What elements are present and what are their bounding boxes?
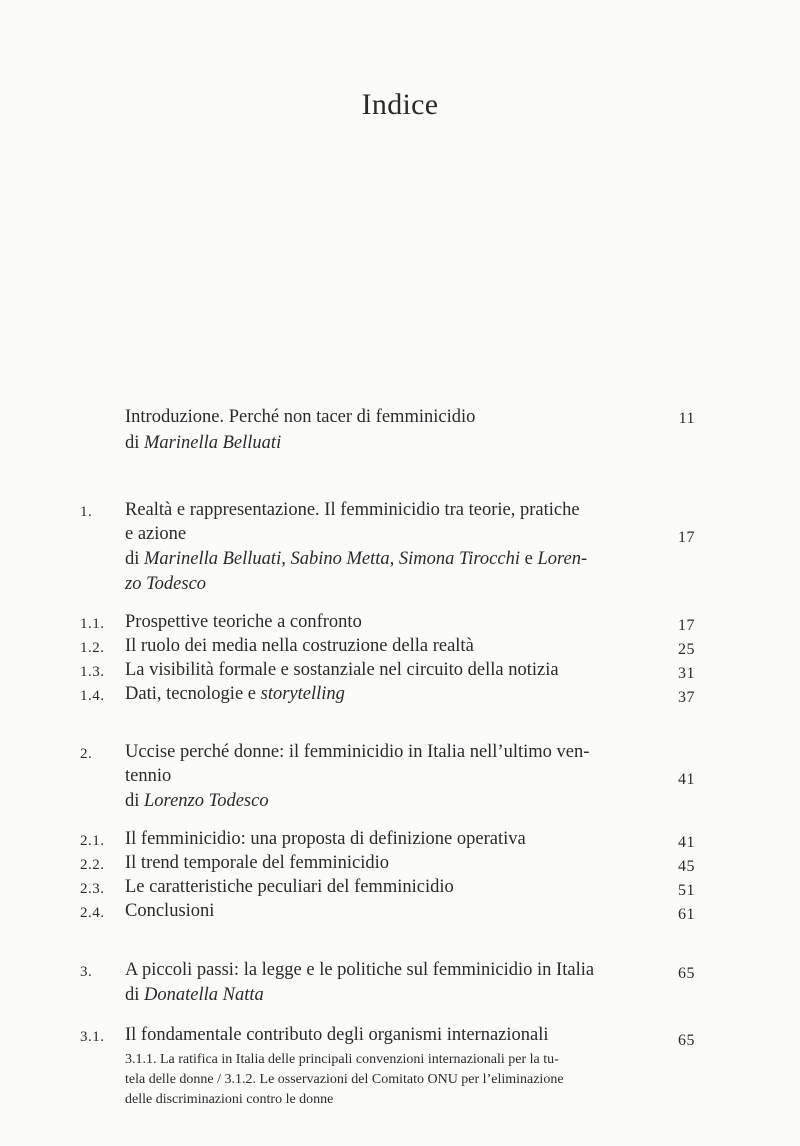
ch2-number: 2.: [80, 746, 93, 762]
section-title: Dati, tecnologie e storytelling: [125, 684, 345, 704]
section-number: 1.4.: [80, 688, 105, 704]
section-page: 65: [678, 1032, 695, 1049]
ch2-title-line1: Uccise perché donne: il femminicidio in Italia nell’ultimo ven-: [125, 742, 590, 762]
ch1-title-line2: e azione: [125, 524, 187, 544]
section-number: 1.1.: [80, 616, 105, 632]
ch1-title-line1: Realtà e rappresentazione. Il femminicidio tra teorie, pratiche: [125, 500, 580, 520]
section-number: 2.4.: [80, 905, 105, 921]
intro-page: 11: [678, 410, 695, 427]
ch3-title: A piccoli passi: la legge e le politiche sul femminicidio in Italia: [125, 960, 595, 980]
section-number: 2.2.: [80, 857, 105, 873]
section-page: 61: [678, 906, 695, 923]
section-page: 45: [678, 858, 695, 875]
section-title: La visibilità formale e sostanziale nel circuito della notizia: [125, 660, 559, 680]
section-page: 37: [678, 689, 695, 706]
section-number: 1.2.: [80, 640, 105, 656]
subsection-line: 3.1.1. La ratifica in Italia delle principali convenzioni internazionali per la tu-: [125, 1052, 559, 1067]
intro-author: di Marinella Belluati: [125, 433, 282, 453]
section-page: 31: [678, 665, 695, 682]
section-number: 1.3.: [80, 664, 105, 680]
ch1-authors: di Marinella Belluati, Sabino Metta, Simona Tirocchi e Loren-: [125, 549, 588, 569]
section-title: Il femminicidio: una proposta di definizione operativa: [125, 829, 526, 849]
subsection-line: tela delle donne / 3.1.2. Le osservazioni del Comitato ONU per l’eliminazione: [125, 1072, 564, 1087]
ch2-title-line2: tennio: [125, 766, 172, 786]
subsection-line: delle discriminazioni contro le donne: [125, 1092, 334, 1107]
section-title: Il trend temporale del femminicidio: [125, 853, 390, 873]
section-title: Prospettive teoriche a confronto: [125, 612, 362, 632]
section-title: Il ruolo dei media nella costruzione della realtà: [125, 636, 474, 656]
section-page: 25: [678, 641, 695, 658]
ch2-page: 41: [678, 771, 695, 788]
section-number: 2.1.: [80, 833, 105, 849]
ch2-author: di Lorenzo Todesco: [125, 791, 269, 811]
section-page: 17: [678, 617, 695, 634]
section-page: 41: [678, 834, 695, 851]
author-name: Marinella Belluati: [144, 433, 282, 453]
ch1-authors-cont: zo Todesco: [125, 574, 207, 594]
section-page: 51: [678, 882, 695, 899]
section-title: Conclusioni: [125, 901, 215, 921]
page-title: Indice: [361, 88, 439, 121]
section-title: Il fondamentale contributo degli organismi internazionali: [125, 1025, 549, 1045]
ch3-number: 3.: [80, 964, 93, 980]
intro-title: Introduzione. Perché non tacer di femminicidio: [125, 407, 476, 427]
ch3-author: di Donatella Natta: [125, 985, 264, 1005]
ch1-page: 17: [678, 529, 695, 546]
section-title: Le caratteristiche peculiari del femminicidio: [125, 877, 454, 897]
section-number: 2.3.: [80, 881, 105, 897]
ch1-number: 1.: [80, 504, 93, 520]
section-number: 3.1.: [80, 1029, 105, 1045]
ch3-page: 65: [678, 965, 695, 982]
